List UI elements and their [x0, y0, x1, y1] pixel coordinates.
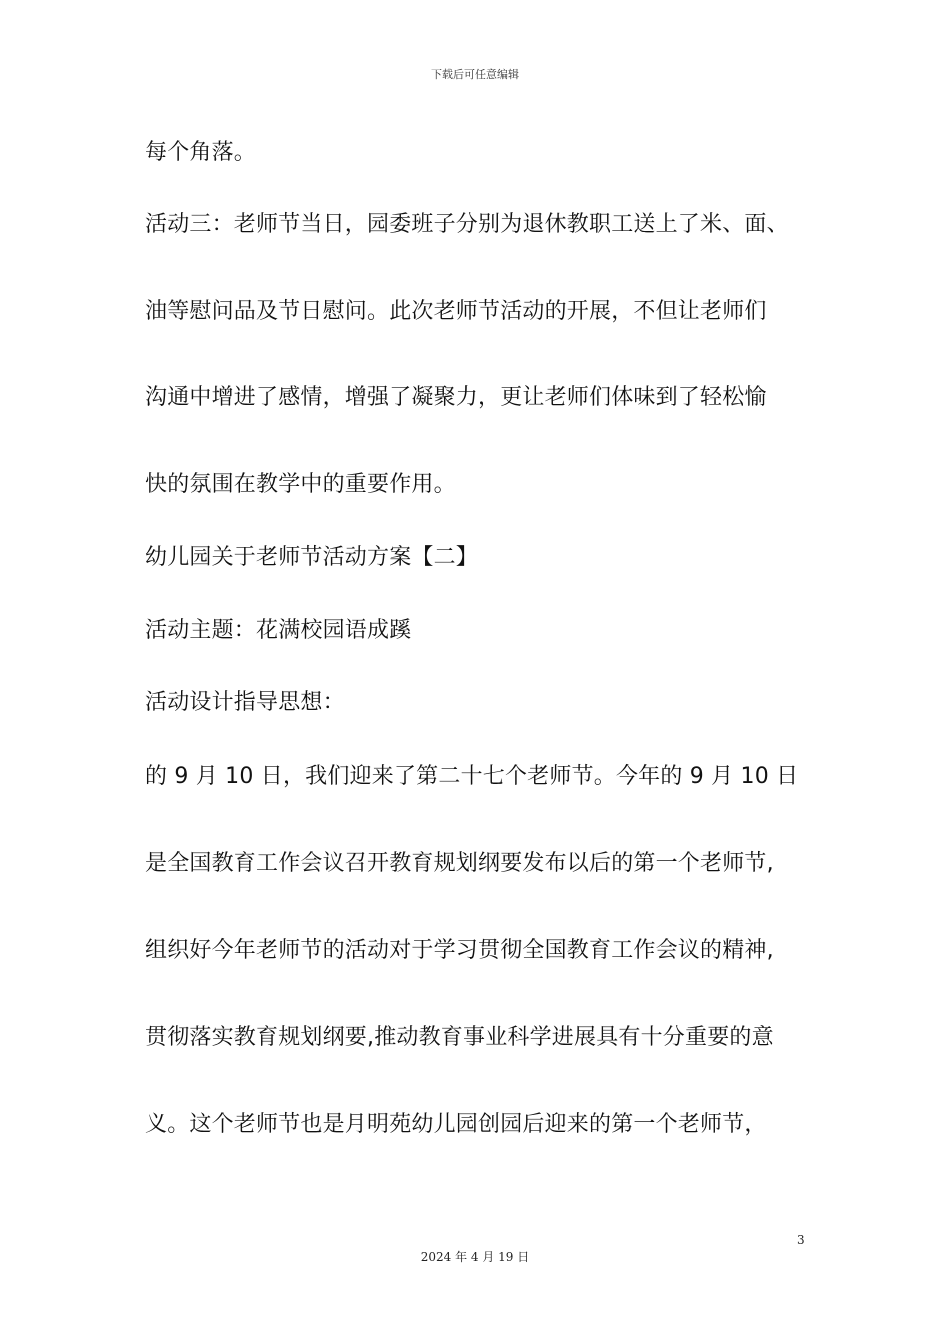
body-line-2: 活动三：老师节当日，园委班子分别为退休教职工送上了米、面、: [145, 212, 789, 237]
body-line-5: 快的氛围在教学中的重要作用。: [145, 472, 456, 497]
body-line-12: 贯彻落实教育规划纲要,推动教育事业科学进展具有十分重要的意: [145, 1025, 774, 1050]
body-line-9: 的 9 月 10 日，我们迎来了第二十七个老师节。今年的 9 月 10 日: [145, 764, 799, 789]
body-line-4: 沟通中增进了感情，增强了凝聚力，更让老师们体味到了轻松愉: [145, 385, 767, 410]
guiding-idea-label: 活动设计指导思想：: [145, 690, 345, 715]
page-number: 3: [797, 1233, 805, 1247]
section-heading: 幼儿园关于老师节活动方案【二】: [145, 545, 479, 570]
body-line-3: 油等慰问品及节日慰问。此次老师节活动的开展，不但让老师们: [145, 299, 767, 324]
body-line-10: 是全国教育工作会议召开教育规划纲要发布以后的第一个老师节,: [145, 851, 774, 876]
footer-date: 2024 年 4 月 19 日: [420, 1250, 530, 1264]
activity-theme: 活动主题：花满校园语成蹊: [145, 618, 412, 643]
page-header: 下载后可任意编辑: [431, 68, 519, 81]
body-line-13: 义。这个老师节也是月明苑幼儿园创园后迎来的第一个老师节，: [145, 1112, 767, 1137]
body-line-11: 组织好今年老师节的活动对于学习贯彻全国教育工作会议的精神,: [145, 938, 774, 963]
body-line-1: 每个角落。: [145, 140, 257, 165]
